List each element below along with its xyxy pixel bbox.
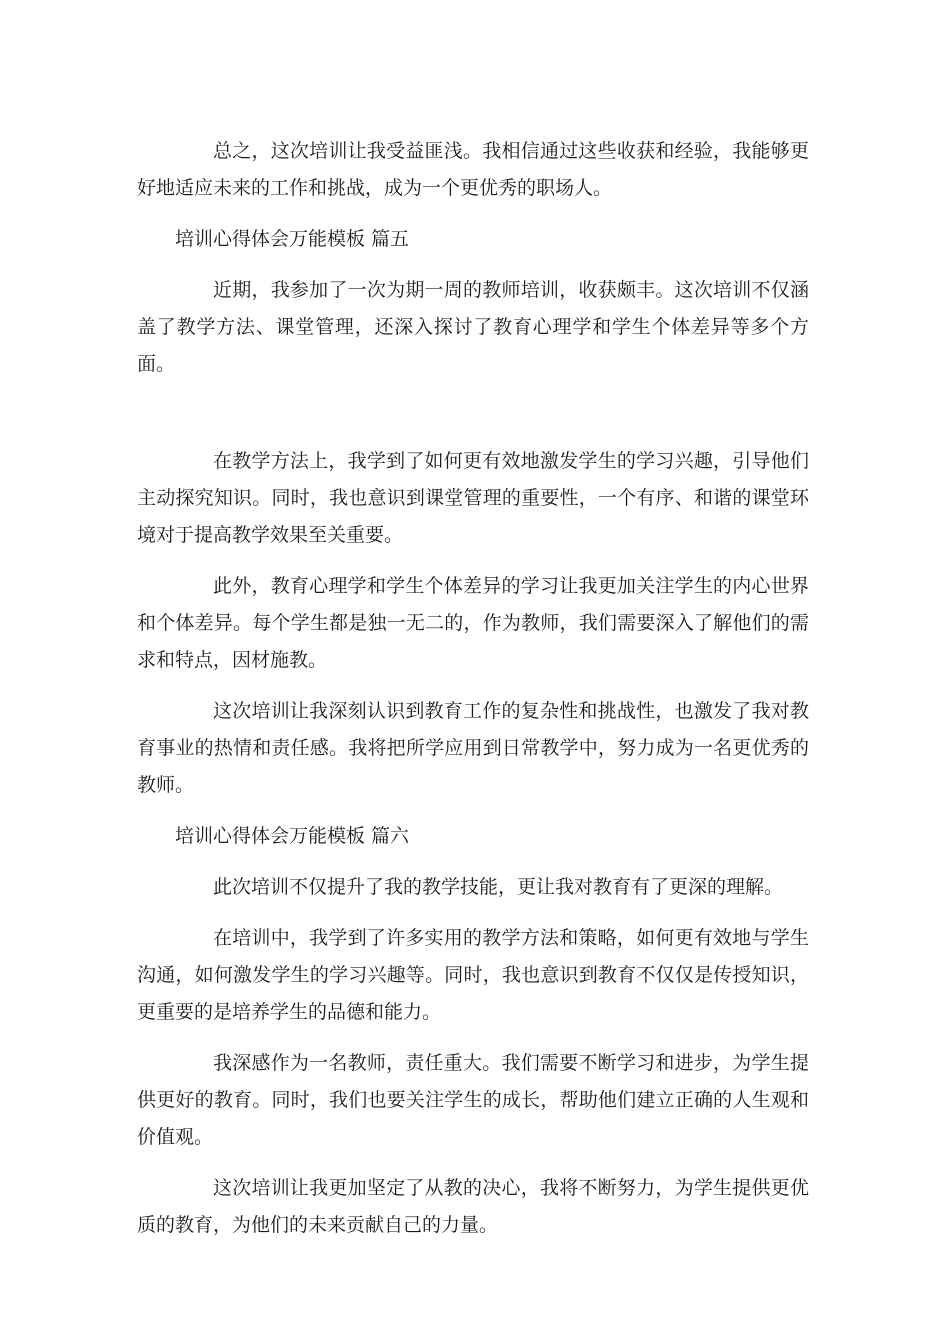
section-heading-part-5: 培训心得体会万能模板 篇五	[175, 228, 410, 250]
paragraph-part6-methods: 在培训中，我学到了许多实用的教学方法和策略，如何更有效地与学生沟通，如何激发学生的学习兴趣等。同时，我也意识到教育不仅仅是传授知识，更重要的是培养学生的品德和能力。	[137, 927, 809, 1023]
paragraph-part6-conclusion: 这次培训让我更加坚定了从教的决心，我将不断努力，为学生提供更优质的教育，为他们的未来贡献自己的力量。	[137, 1177, 809, 1236]
paragraph-part5-psychology: 此外，教育心理学和学生个体差异的学习让我更加关注学生的内心世界和个体差异。每个学生都是独一无二的，作为教师，我们需要深入了解他们的需求和特点，因材施教。	[137, 575, 809, 671]
paragraph-part5-intro: 近期，我参加了一次为期一周的教师培训，收获颇丰。这次培训不仅涵盖了教学方法、课堂管理，还深入探讨了教育心理学和学生个体差异等多个方面。	[137, 279, 809, 375]
section-heading-part-6: 培训心得体会万能模板 篇六	[175, 825, 410, 847]
document-body	[137, 133, 809, 1244]
paragraph-part6-responsibility: 我深感作为一名教师，责任重大。我们需要不断学习和进步，为学生提供更好的教育。同时，我们也要关注学生的成长，帮助他们建立正确的人生观和价值观。	[137, 1052, 809, 1148]
paragraph-part6-intro: 此次培训不仅提升了我的教学技能，更让我对教育有了更深的理解。	[213, 876, 784, 898]
paragraph-part5-reflection: 这次培训让我深刻认识到教育工作的复杂性和挑战性，也激发了我对教育事业的热情和责任感。我将把所学应用到日常教学中，努力成为一名更优秀的教师。	[137, 700, 809, 796]
paragraph-conclusion: 总之，这次培训让我受益匪浅。我相信通过这些收获和经验，我能够更好地适应未来的工作和挑战，成为一个更优秀的职场人。	[137, 140, 809, 199]
paragraph-part5-methods: 在教学方法上，我学到了如何更有效地激发学生的学习兴趣，引导他们主动探究知识。同时，我也意识到课堂管理的重要性，一个有序、和谐的课堂环境对于提高教学效果至关重要。	[137, 450, 809, 546]
